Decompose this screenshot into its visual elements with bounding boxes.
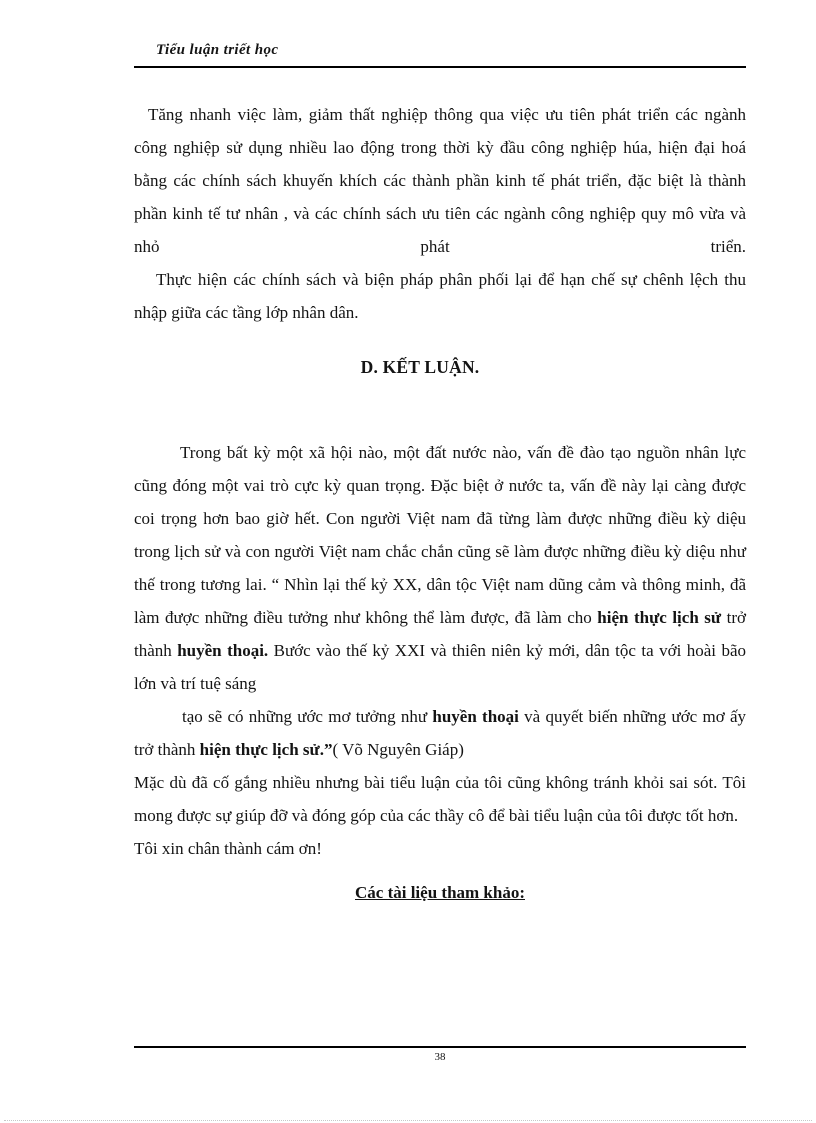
bold-text: hiện thực lịch sử bbox=[597, 608, 722, 627]
header-divider bbox=[134, 66, 746, 68]
paragraph-conclusion-main bbox=[134, 436, 746, 700]
page-footer bbox=[134, 1046, 746, 1063]
paragraph-employment-policy: Tăng nhanh việc làm, giảm thất nghiệp thông qua việc ưu tiên phát triển các ngành công nghiệp sử dụng nhiều lao động trong thời kỳ đầu công nghiệp húa, hiện đại hoá bằng các chính sách khuyến khích các thành phần kinh tế phát triển, đặc biệt là thành phần kinh tế tư nhân , và các chính sách ưu tiên các ngành công nghiệp quy mô vừa và nhỏ phát triển. bbox=[134, 105, 746, 256]
paragraph-thanks: Tôi xin chân thành cám ơn! bbox=[134, 839, 322, 858]
page-header bbox=[134, 42, 746, 68]
bold-text: hiện thực lịch sử.” bbox=[199, 740, 333, 759]
paragraph-apology: Mặc dù đã cố gắng nhiều nhưng bài tiểu luận của tôi cũng không tránh khỏi sai sót. Tôi mong được sự giúp đỡ và đóng góp của các thầy cô để bài tiểu luận của tôi được tốt hơn. bbox=[134, 773, 746, 825]
text-run: Trong bất kỳ một xã hội nào, một đất nước nào, vấn đề đào tạo nguồn nhân lực cũng đóng một vai trò cực kỳ quan trọng. Đặc biệt ở nước ta, vấn đề này lại càng được coi trọng hơn bao giờ hết. Con người Việt nam đã từng làm được những điều kỳ diệu trong lịch sử và con người Việt nam chắc chắn cũng sẽ làm được những điều kỳ diệu như thế trong tương lai. “ Nhìn lại thế kỷ XX, dân tộc Việt nam dũng cảm và thông minh, đã làm được những điều tưởng như không thể làm được, đã làm cho bbox=[134, 443, 746, 627]
bold-text: huyền thoại bbox=[432, 707, 519, 726]
text-run: Bước vào thế kỷ XXI và thiên niên kỷ mới, dân tộc ta với hoài bão lớn và trí tuệ sáng bbox=[134, 641, 747, 693]
scan-edge-artifact bbox=[4, 1120, 812, 1121]
conclusion-heading: D. KẾT LUẬN. bbox=[360, 357, 480, 377]
text-run: và quyết biến những ước mơ ấy trở thành bbox=[134, 707, 747, 759]
document-body bbox=[134, 98, 746, 909]
paragraph-redistribution-policy: Thực hiện các chính sách và biện pháp phân phối lại để hạn chế sự chênh lệch thu nhập giữa các tầng lớp nhân dân. bbox=[134, 270, 746, 322]
text-run: trở thành bbox=[134, 608, 746, 660]
text-run: tạo sẽ có những ước mơ tưởng như bbox=[182, 707, 433, 726]
quote-attribution: ( Võ Nguyên Giáp) bbox=[332, 740, 464, 759]
bold-text: huyền thoại. bbox=[177, 641, 269, 660]
header-title: Tiểu luận triết học bbox=[156, 42, 279, 58]
page-number: 38 bbox=[434, 1051, 446, 1063]
footer-divider bbox=[134, 1046, 746, 1048]
references-heading: Các tài liệu tham khảo: bbox=[355, 883, 525, 902]
paragraph-quote-continuation bbox=[134, 700, 746, 766]
